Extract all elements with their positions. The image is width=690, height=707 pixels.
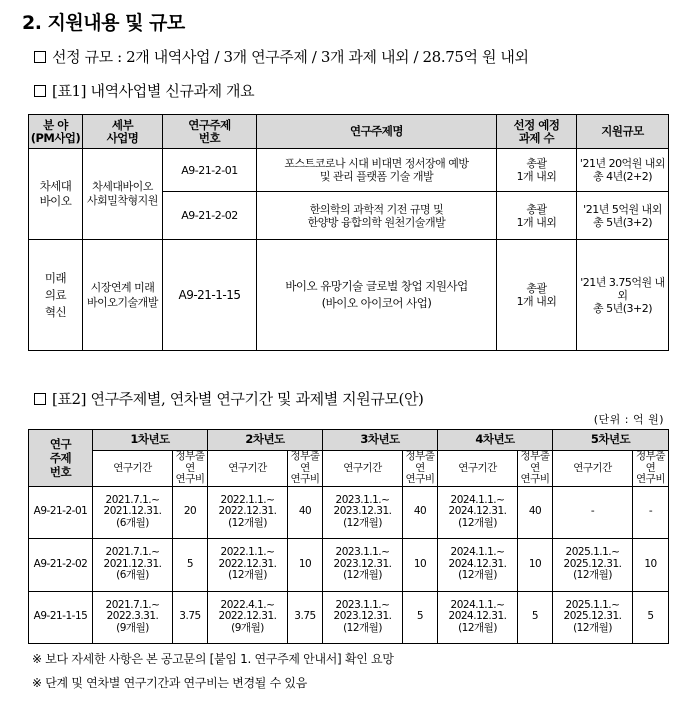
table2-caption: [표2] 연구주제별, 연차별 연구기간 및 과제별 지원규모(안) bbox=[52, 390, 424, 408]
table2-caption-line bbox=[34, 388, 424, 409]
t2-sub-period: 연구기간 bbox=[93, 451, 173, 487]
t1-field: 미래 의료 혁신 bbox=[29, 240, 83, 351]
note-1: ※ 보다 자세한 사항은 본 공고문의 [붙임 1. 연구주제 안내서] 확인 요망 bbox=[32, 652, 394, 666]
t1-scale: '21년 3.75억원 내외 총 5년(3+2) bbox=[577, 240, 669, 351]
table2-unit: (단위 : 억 원) bbox=[593, 413, 664, 426]
table-row bbox=[29, 486, 669, 538]
t2-header-year-4: 4차년도 bbox=[438, 430, 553, 451]
t2-sub-period: 연구기간 bbox=[438, 451, 518, 487]
t1-planned: 총괄 1개 내외 bbox=[497, 192, 577, 240]
t2-period: 2024.1.1.~ 2024.12.31. (12개월) bbox=[438, 538, 518, 591]
t2-period: 2023.1.1.~ 2023.12.31. (12개월) bbox=[323, 538, 403, 591]
t1-scale: '21년 20억원 내외 총 4년(2+2) bbox=[577, 149, 669, 192]
table-row bbox=[29, 538, 669, 591]
checkbox-square-icon bbox=[34, 51, 46, 63]
t2-budget: 5 bbox=[518, 591, 553, 643]
t2-period: 2024.1.1.~ 2024.12.31. (12개월) bbox=[438, 486, 518, 538]
t2-period: 2021.7.1.~ 2021.12.31. (6개월) bbox=[93, 486, 173, 538]
t1-field: 차세대 바이오 bbox=[29, 149, 83, 240]
t2-sub-period: 연구기간 bbox=[323, 451, 403, 487]
t1-topic-no: A9-21-2-01 bbox=[163, 149, 257, 192]
t1-header-planned: 선정 예정 과제 수 bbox=[497, 115, 577, 149]
t2-header-year-3: 3차년도 bbox=[323, 430, 438, 451]
t2-budget: 10 bbox=[403, 538, 438, 591]
t1-header-topic-name: 연구주제명 bbox=[257, 115, 497, 149]
t1-topic-no: A9-21-2-02 bbox=[163, 192, 257, 240]
t2-sub-budget: 정부출연 연구비 bbox=[403, 451, 438, 487]
t1-header-topic-no: 연구주제 번호 bbox=[163, 115, 257, 149]
t2-topic-no: A9-21-1-15 bbox=[29, 591, 93, 643]
t1-scale: '21년 5억원 내외 총 5년(3+2) bbox=[577, 192, 669, 240]
t2-budget: 5 bbox=[173, 538, 208, 591]
checkbox-square-icon bbox=[34, 85, 46, 97]
t1-header-scale: 지원규모 bbox=[577, 115, 669, 149]
t2-topic-no: A9-21-2-01 bbox=[29, 486, 93, 538]
t2-budget: 10 bbox=[518, 538, 553, 591]
t1-planned: 총괄 1개 내외 bbox=[497, 240, 577, 351]
t2-sub-budget: 정부출연 연구비 bbox=[633, 451, 669, 487]
t2-period: 2022.1.1.~ 2022.12.31. (12개월) bbox=[208, 538, 288, 591]
table-row bbox=[29, 149, 669, 192]
t1-topic-name: 한의학의 과학적 기전 규명 및 한양방 융합의학 원천기술개발 bbox=[257, 192, 497, 240]
table1-caption: [표1] 내역사업별 신규과제 개요 bbox=[52, 82, 255, 100]
t2-sub-period: 연구기간 bbox=[208, 451, 288, 487]
t1-topic-no: A9-21-1-15 bbox=[163, 240, 257, 351]
table-row bbox=[29, 591, 669, 643]
t2-period: 2021.7.1.~ 2022.3.31. (9개월) bbox=[93, 591, 173, 643]
t2-header-topic: 연구 주제 번호 bbox=[29, 430, 93, 487]
t2-period: 2021.7.1.~ 2021.12.31. (6개월) bbox=[93, 538, 173, 591]
t2-budget: 5 bbox=[633, 591, 669, 643]
t2-header-year-5: 5차년도 bbox=[553, 430, 669, 451]
t2-period: 2023.1.1.~ 2023.12.31. (12개월) bbox=[323, 591, 403, 643]
t2-sub-budget: 정부출연 연구비 bbox=[173, 451, 208, 487]
t2-budget: 10 bbox=[288, 538, 323, 591]
t2-period: 2025.1.1.~ 2025.12.31. (12개월) bbox=[553, 538, 633, 591]
t1-topic-name: 포스트코로나 시대 비대면 정서장애 예방 및 관리 플랫폼 기술 개발 bbox=[257, 149, 497, 192]
t2-sub-budget: 정부출연 연구비 bbox=[288, 451, 323, 487]
section-title: 2. 지원내용 및 규모 bbox=[22, 12, 185, 34]
t1-planned: 총괄 1개 내외 bbox=[497, 149, 577, 192]
t2-budget: 3.75 bbox=[288, 591, 323, 643]
t1-topic-name: 바이오 유망기술 글로벌 창업 지원사업 (바이오 아이코어 사업) bbox=[257, 240, 497, 351]
t2-budget: - bbox=[633, 486, 669, 538]
t2-budget: 40 bbox=[288, 486, 323, 538]
t1-header-field: 분 야 (PM사업) bbox=[29, 115, 83, 149]
table1-new-projects bbox=[28, 114, 669, 351]
t2-budget: 5 bbox=[403, 591, 438, 643]
t1-subproject: 차세대바이오 사회밀착형지원 bbox=[83, 149, 163, 240]
t2-header-year-1: 1차년도 bbox=[93, 430, 208, 451]
t2-sub-budget: 정부출연 연구비 bbox=[518, 451, 553, 487]
t2-period: 2025.1.1.~ 2025.12.31. (12개월) bbox=[553, 591, 633, 643]
summary-text: 선정 규모 : 2개 내역사업 / 3개 연구주제 / 3개 과제 내외 / 28.75억 원 내외 bbox=[52, 48, 529, 66]
t2-period: 2023.1.1.~ 2023.12.31. (12개월) bbox=[323, 486, 403, 538]
table1-caption-line bbox=[34, 80, 254, 101]
table2-yearly-budget bbox=[28, 429, 669, 644]
table-row bbox=[29, 240, 669, 351]
checkbox-square-icon bbox=[34, 393, 46, 405]
t2-budget: 20 bbox=[173, 486, 208, 538]
t2-budget: 3.75 bbox=[173, 591, 208, 643]
t2-budget: 40 bbox=[403, 486, 438, 538]
summary-line bbox=[34, 46, 529, 67]
t2-period: 2022.1.1.~ 2022.12.31. (12개월) bbox=[208, 486, 288, 538]
t1-subproject: 시장연계 미래 바이오기술개발 bbox=[83, 240, 163, 351]
t2-sub-period: 연구기간 bbox=[553, 451, 633, 487]
t2-period: 2024.1.1.~ 2024.12.31. (12개월) bbox=[438, 591, 518, 643]
t2-period: - bbox=[553, 486, 633, 538]
t2-period: 2022.4.1.~ 2022.12.31. (9개월) bbox=[208, 591, 288, 643]
t2-header-year-2: 2차년도 bbox=[208, 430, 323, 451]
t1-header-subproject: 세부 사업명 bbox=[83, 115, 163, 149]
t2-topic-no: A9-21-2-02 bbox=[29, 538, 93, 591]
note-2: ※ 단계 및 연차별 연구기간과 연구비는 변경될 수 있음 bbox=[32, 676, 308, 690]
t2-budget: 10 bbox=[633, 538, 669, 591]
t2-budget: 40 bbox=[518, 486, 553, 538]
